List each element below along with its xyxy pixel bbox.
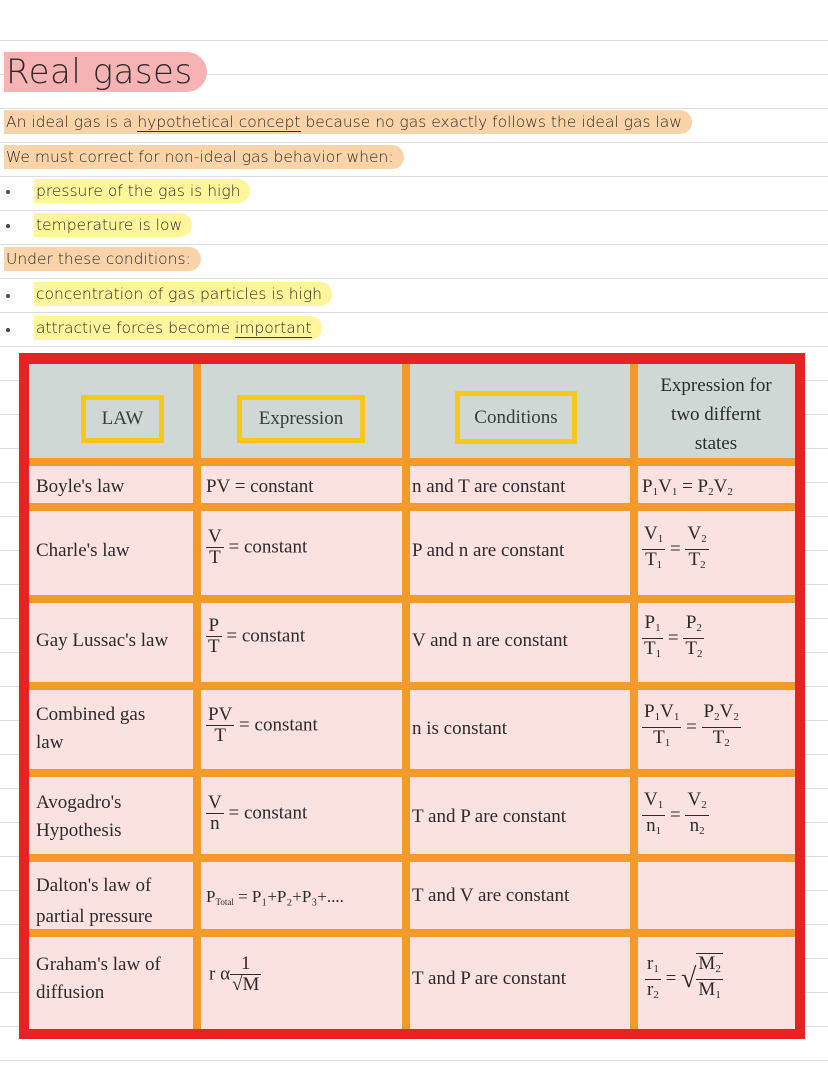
header-conditions: Conditions [455, 391, 577, 444]
fraction-denominator: T [214, 725, 226, 746]
row-graham-law [36, 951, 161, 1007]
expression-suffix: = constant [228, 802, 308, 824]
grid-horizontal-line [29, 458, 795, 466]
grid-horizontal-line [29, 595, 795, 603]
row-gay-lussac-expression [206, 616, 305, 657]
law-line: partial pressure [36, 906, 153, 927]
gas-laws-table [19, 353, 805, 1039]
row-boyle-law: Boyle's law [36, 476, 125, 497]
fraction-numerator: V [208, 792, 222, 813]
header-two-states-line: two differnt [671, 404, 761, 425]
header-two-states-line: states [694, 433, 738, 454]
expression-rest: = P₁+P₂+P₃+.... [238, 887, 344, 906]
row-avogadro-expression [206, 793, 307, 834]
expression-suffix: = constant [239, 714, 318, 736]
row-charle-conditions: P and n are constant [412, 540, 565, 561]
bullet-dot [6, 224, 10, 228]
fraction-denominator: √M [232, 974, 260, 995]
page-title: Real gases [4, 52, 207, 92]
grid-horizontal-line [29, 769, 795, 777]
row-graham-conditions: T and P are constant [412, 968, 567, 989]
grid-horizontal-line [29, 929, 795, 937]
bullet-dot [6, 294, 10, 298]
note-text: because no gas exactly follows the ideal gas law [300, 113, 682, 131]
row-graham-expression [209, 954, 261, 995]
law-line: law [36, 732, 64, 753]
row-avogadro-two-states: $\frac{V_1}{n_1}$ = $\frac{V_2}{n_2}$ [644, 789, 707, 837]
row-boyle-conditions: n and T are constant [412, 476, 566, 497]
row-dalton-conditions: T and V are constant [412, 885, 570, 906]
note-line-conditions: Under these conditions: [4, 247, 201, 271]
row-combined-conditions: n is constant [412, 718, 507, 739]
fraction-numerator: V [208, 526, 222, 547]
row-graham-two-states: $\frac{r_1}{r_2}$ = √ $\frac{M_2}{M_1}$ [645, 953, 723, 1005]
law-line: Graham's law of [36, 954, 161, 975]
row-dalton-law [36, 870, 153, 932]
bullet-temperature-low: temperature is low [34, 213, 192, 237]
expression-pressure: P [206, 887, 216, 906]
expression-r-alpha: r α [209, 963, 231, 985]
grid-horizontal-line [29, 503, 795, 511]
header-two-states-line: Expression for [660, 375, 772, 396]
bullet-dot [6, 328, 10, 332]
row-combined-two-states: $\frac{P_1V_1}{T_1}$ = $\frac{P_2V_2}{T_2}$ [644, 701, 739, 749]
row-combined-expression [206, 705, 318, 746]
law-line: Combined gas [36, 704, 146, 725]
row-boyle-two-states: $P_1V_1 = P_2V_2$ [642, 476, 733, 498]
grid-horizontal-line [29, 682, 795, 690]
row-avogadro-conditions: T and P are constant [412, 806, 567, 827]
fraction-numerator: P [206, 616, 222, 637]
fraction-denominator: n [210, 813, 220, 834]
note-line-correction: We must correct for non-ideal gas behavior when: [4, 145, 404, 169]
row-charle-law: Charle's law [36, 540, 130, 561]
bullet-concentration-high: concentration of gas particles is high [34, 282, 332, 306]
row-gay-lussac-two-states: $\frac{P_1}{T_1}$ = $\frac{P_2}{T_2}$ [644, 612, 703, 660]
row-gay-lussac-law: Gay Lussac's law [36, 630, 169, 651]
row-gay-lussac-conditions: V and n are constant [412, 630, 568, 651]
fraction-numerator: PV [208, 704, 233, 725]
grid-horizontal-line [29, 854, 795, 862]
row-charle-two-states: $\frac{V_1}{T_1}$ = $\frac{V_2}{T_2}$ [644, 523, 707, 571]
law-line: Dalton's law of [36, 875, 152, 896]
bullet-attractive-forces [34, 316, 322, 340]
fraction-denominator: T [209, 547, 221, 568]
note-text: An ideal gas is a [6, 113, 138, 131]
bullet-pressure-high: pressure of the gas is high [34, 179, 250, 203]
law-line: Hypothesis [36, 820, 122, 841]
note-underlined-text: hypothetical concept [137, 113, 301, 131]
fraction-numerator: 1 [230, 954, 261, 975]
header-two-states [641, 371, 791, 458]
gas-laws-table-body [29, 364, 795, 1029]
row-boyle-expression: PV = constant [206, 476, 314, 497]
row-avogadro-law [36, 789, 122, 845]
expression-suffix: = constant [228, 536, 308, 558]
row-dalton-expression [206, 883, 344, 916]
header-law: LAW [81, 395, 164, 443]
law-line: diffusion [36, 982, 105, 1003]
fraction-denominator: T [208, 636, 220, 657]
law-line: Avogadro's [36, 792, 122, 813]
row-combined-law [36, 701, 145, 757]
note-underlined-text: important [235, 319, 312, 337]
note-text: attractive forces become [36, 319, 236, 337]
note-line-ideal-gas [4, 110, 692, 134]
expression-subscript: Total [215, 897, 234, 907]
bullet-dot [6, 190, 10, 194]
header-expression: Expression [237, 395, 365, 443]
expression-suffix: = constant [226, 625, 306, 647]
row-charle-expression [206, 527, 307, 568]
